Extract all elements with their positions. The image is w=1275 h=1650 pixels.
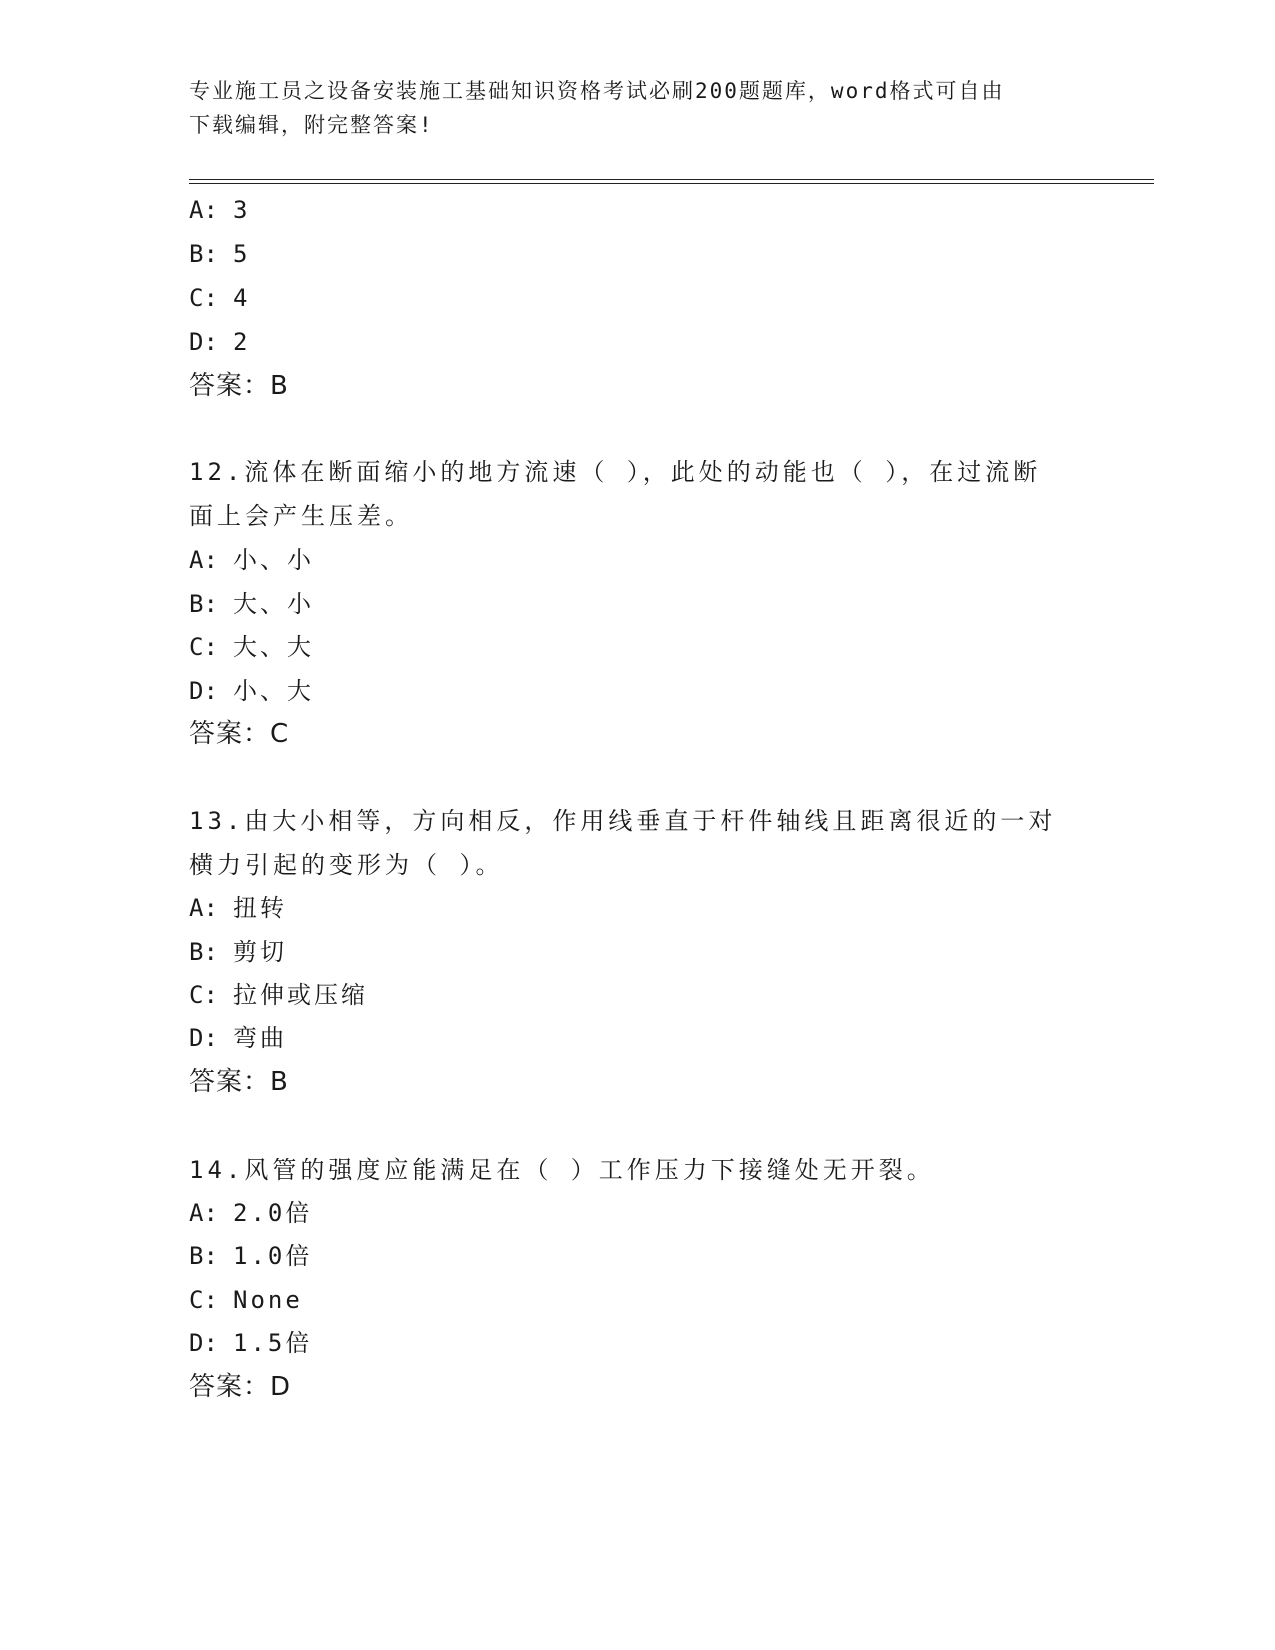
q14-option-a: A: 2.0倍 — [189, 1199, 313, 1227]
q13-option-b: B: 剪切 — [189, 938, 287, 966]
q12-text-line1: 12.流体在断面缩小的地方流速（ ），此处的动能也（ ），在过流断 — [189, 458, 1042, 486]
q13-text-line2: 横力引起的变形为（ ）。 — [189, 851, 504, 879]
q13-text-line1: 13.由大小相等，方向相反，作用线垂直于杆件轴线且距离很近的一对 — [189, 807, 1057, 835]
q13-option-c: C: 拉伸或压缩 — [189, 981, 368, 1009]
q13-option-a: A: 扭转 — [189, 894, 287, 922]
q14-option-b: B: 1.0倍 — [189, 1242, 313, 1270]
q13-option-d: D: 弯曲 — [189, 1024, 287, 1052]
header-title-line1: 专业施工员之设备安装施工基础知识资格考试必刷200题题库，word格式可自由 — [189, 79, 1005, 103]
q12-option-a: A: 小、小 — [189, 546, 314, 574]
q14-option-c: C: None — [189, 1286, 303, 1314]
header-rule-top — [189, 179, 1154, 180]
q12-option-d: D: 小、大 — [189, 677, 314, 705]
header-rule-bottom — [189, 183, 1154, 184]
q11-option-d: D: 2 — [189, 328, 251, 356]
header-title-line2: 下载编辑，附完整答案! — [189, 113, 434, 137]
q11-answer: 答案：B — [189, 371, 289, 401]
q14-text-line1: 14.风管的强度应能满足在（ ）工作压力下接缝处无开裂。 — [189, 1156, 935, 1184]
q12-text-line2: 面上会产生压差。 — [189, 502, 413, 530]
q14-answer: 答案：D — [189, 1372, 292, 1402]
q11-option-c: C: 4 — [189, 284, 251, 312]
q13-answer: 答案：B — [189, 1067, 289, 1097]
q14-option-d: D: 1.5倍 — [189, 1329, 313, 1357]
q11-option-b: B: 5 — [189, 240, 251, 268]
q12-answer: 答案：C — [189, 719, 290, 749]
document-header — [189, 74, 1089, 142]
q12-option-c: C: 大、大 — [189, 633, 314, 661]
q11-option-a: A: 3 — [189, 196, 251, 224]
q12-option-b: B: 大、小 — [189, 590, 314, 618]
